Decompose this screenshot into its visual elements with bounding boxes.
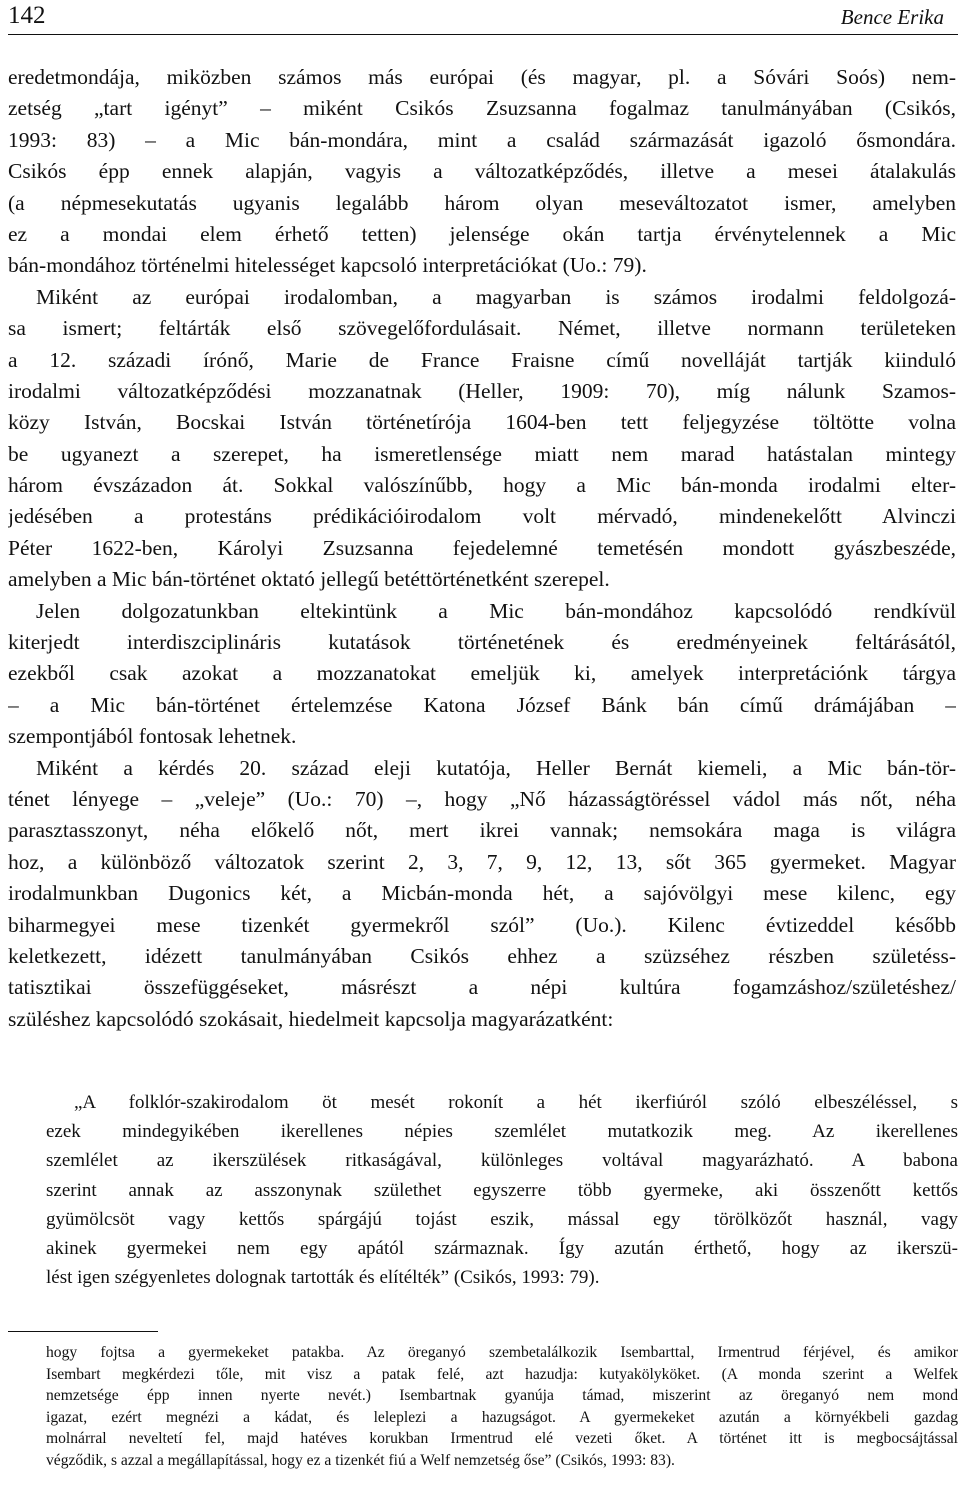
body-line: Jelen dolgozatunkban eltekintünk a Mic bán-mondához kapcsolódó rendkívül — [36, 598, 956, 623]
body-line: hoz, a különböző változatok szerint 2, 3, 7, 9, 12, 13, sőt 365 gyermeket. Magyar — [8, 849, 956, 874]
quote-line: lést igen szégyenletes dolognak tartották és elítélték” (Csikós, 1993: 79). — [46, 1267, 600, 1289]
body-line: – a Mic bán-történet értelemzése Katona József Bánk bán című drámájában – — [8, 692, 956, 717]
quote-line: gyümölcsöt vagy kettős spárgájú tojást eszik, mással egy törölközőt használ, vagy — [46, 1208, 958, 1230]
footnote-line: molnárral neveltetí fel, majd hatéves korukban Irmentrud elé vezeti őket. A történet itt is megbocsájtással — [46, 1430, 958, 1447]
body-line: parasztasszonyt, néha előkelő nőt, mert ikrei vannak; nemsokára maga is világra — [8, 818, 956, 843]
body-line: jedésében a protestáns prédikációirodalom volt mérvadó, mindenekelőtt Alvinczi — [8, 504, 956, 529]
body-line: zetség „tart igényt” – miként Csikós Zsuzsanna fogalmaz tanulmányában (Csikós, — [8, 96, 956, 121]
body-line: bán-mondához történelmi hitelességet kapcsoló interpretációkat (Uo.: 79). — [8, 253, 647, 278]
body-line: irodalmunkban Dugonics két, a Micbán-monda hét, a sajóvölgyi mese kilenc, egy — [8, 881, 956, 906]
body-line: ezekből csak azokat a mozzanatokat emeljük ki, amelyek interpretációnk tárgya — [8, 661, 956, 686]
footnote-separator — [8, 1331, 158, 1332]
quote-line: szerint annak az asszonynak születhet egyszerre több gyermeke, aki összenőtt kettős — [46, 1179, 958, 1201]
body-line: irodalmi változatképződési mozzanatnak (Heller, 1909: 70), míg nálunk Szamos- — [8, 378, 956, 403]
body-text — [8, 62, 956, 1035]
body-line: eredetmondája, miközben számos más európai (és magyar, pl. a Sóvári Soós) nem- — [8, 65, 956, 89]
quote-line: szemlélet az ikerszülések ritkaságával, különleges voltával magyarázható. A babona — [46, 1150, 958, 1172]
body-line: tatisztikai összefüggéseket, másrészt a népi kultúra fogamzáshoz/születéshez/ — [8, 975, 956, 1000]
body-line: közy István, Bocskai István történetírója 1604-ben tett feljegyzése töltötte volna — [8, 410, 956, 435]
body-line: Miként az európai irodalomban, a magyarban is számos irodalmi feldolgozá- — [36, 284, 956, 309]
body-line: szüléshez kapcsolódó szokásait, hiedelmeit kapcsolja magyarázatként: — [8, 1006, 614, 1031]
quote-line: „A folklór-szakirodalom öt mesét rokonít a hét ikerfiúról szóló elbeszéléssel, s — [74, 1092, 958, 1113]
footnote-line: hogy fojtsa a gyermekeket patakba. Az öreganyó szembetalálkozik Isembarttal, Irmentrud férjével, és amikor — [46, 1344, 958, 1361]
page-number: 142 — [8, 2, 46, 29]
body-line: keletkezett, idézett tanulmányában Csikós ehhez a szüzséhez részben születéss- — [8, 943, 956, 968]
body-line: biharmegyei mese tizenkét gyermekről szól” (Uo.). Kilenc évtizeddel később — [8, 912, 956, 937]
running-head-author: Bence Erika — [840, 5, 944, 29]
body-line: 1993: 83) – a Mic bán-mondára, mint a család származását igazoló ősmondára. — [8, 127, 956, 152]
body-line: be ugyanezt a szerepet, ha ismeretlensége miatt nem marad hatástalan mintegy — [8, 441, 956, 466]
page-header — [8, 0, 958, 35]
body-line: három évszázadon át. Sokkal valószínűbb, hogy a Mic bán-monda irodalmi elter- — [8, 473, 956, 498]
body-line: (a népmesekutatás ugyanis legalább három olyan meseváltozatot ismer, amelyben — [8, 190, 956, 215]
body-line: ez a mondai elem érhető tetten) jelensége okán tartja érvénytelennek a Mic — [8, 221, 956, 246]
body-line: ténet lényege – „veleje” (Uo.: 70) –, hogy „Nő házasságtöréssel vádol más nőt, néha — [8, 786, 956, 811]
block-quote — [46, 1088, 958, 1292]
quote-line: ezek mindegyikében ikerellenes népies szemlélet mutatkozik meg. Az ikerellenes — [46, 1121, 958, 1143]
body-line: amelyben a Mic bán-történet oktató jellegű betéttörténetként szerepel. — [8, 567, 610, 592]
footnote-line: igazat, ezért megnézi a kádat, és leleplezi a hazugságot. A gyermekeket azután a környékbeli gazdag — [46, 1408, 958, 1426]
body-line: a 12. századi írónő, Marie de France Fraisne című novelláját tartják kiinduló — [8, 347, 956, 372]
body-line: Péter 1622-ben, Károlyi Zsuzsanna fejedelemné temetésén mondott gyászbeszéde, — [8, 535, 956, 560]
body-line: sa ismert; feltárták első szövegelőfordulásait. Német, illetve normann területeken — [8, 316, 956, 341]
quote-line: akinek gyermekei nem egy apától származnak. Így azután érthető, hogy az ikerszü- — [46, 1237, 958, 1259]
body-line: szempontjából fontosak lehetnek. — [8, 724, 297, 749]
footnote-line: nemzetsége épp innen nyerte nevét.) Isembartnak gyanúja támad, miszerint az öreganyó nem mond — [46, 1387, 958, 1404]
body-line: kiterjedt interdiszciplináris kutatások történetének és eredményeinek feltárásától, — [8, 630, 956, 655]
body-line: Miként a kérdés 20. század eleji kutatója, Heller Bernát kiemeli, a Mic bán-tör- — [36, 755, 956, 780]
footnote-line: végződik, s azzal a megállapítással, hogy ez a tizenkét fiú a Welf nemzetség őse” (Csikós, 1993: 83). — [46, 1451, 675, 1469]
body-line: Csikós épp ennek alapján, vagyis a változatképződés, illetve a mesei átalakulás — [8, 159, 956, 184]
footnote — [46, 1342, 958, 1471]
footnote-line: Isembart megkérdezi tőle, mit visz a patak felé, azt hazudja: kutyakölyköket. (A monda szerint a Welfek — [46, 1365, 958, 1383]
